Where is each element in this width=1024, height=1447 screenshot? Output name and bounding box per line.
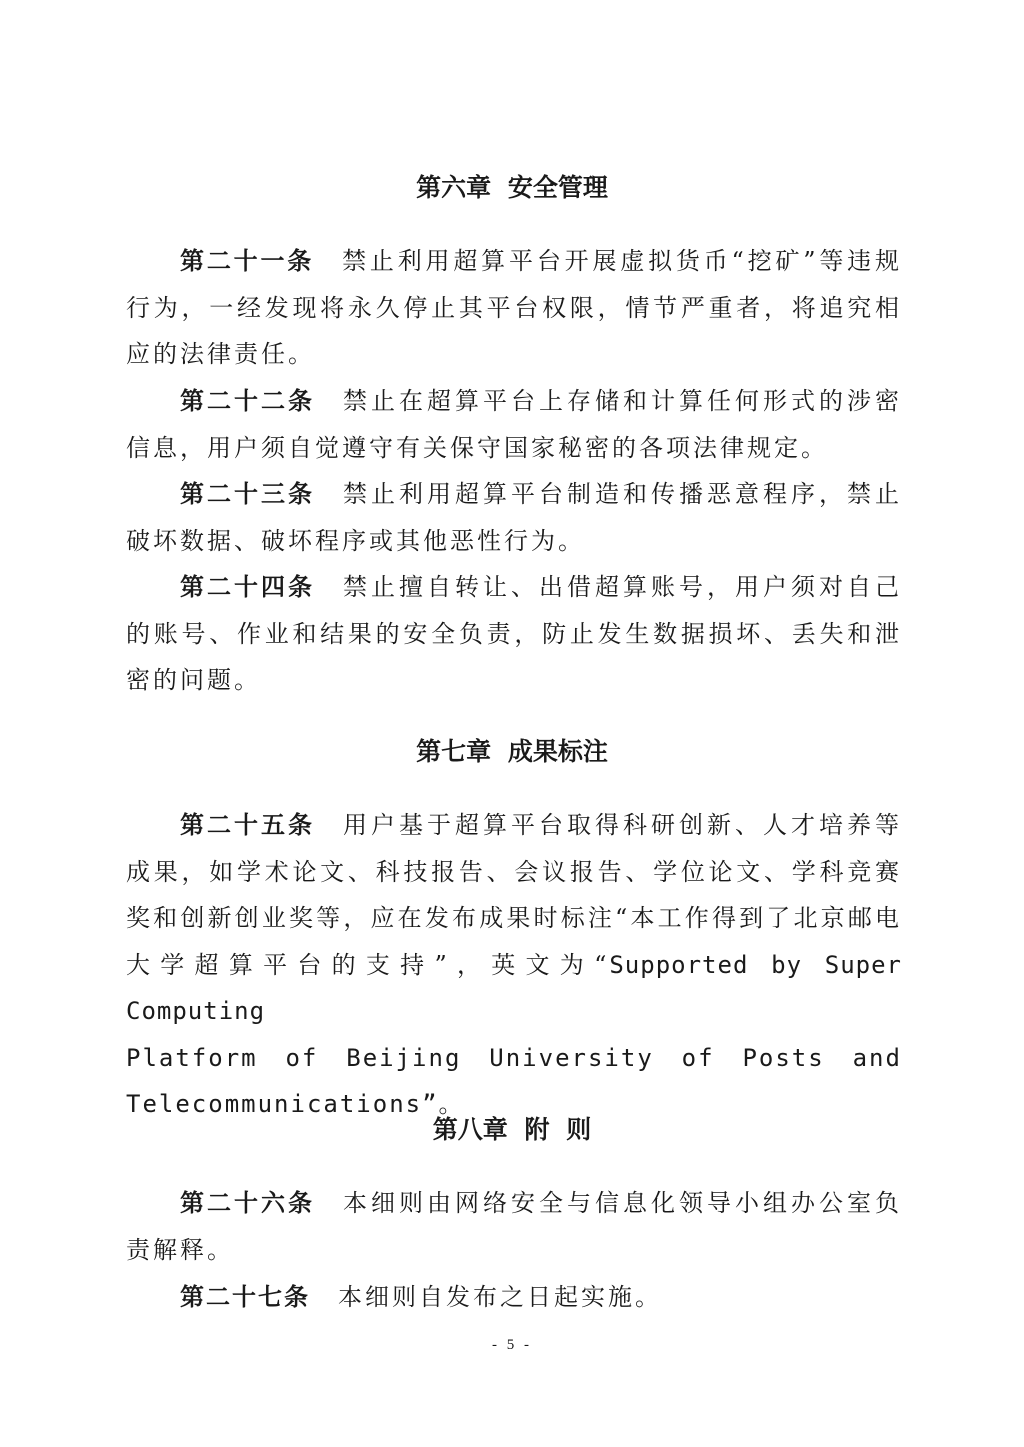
article-27 bbox=[126, 1274, 902, 1321]
english-citation-start: Supported by Super Computing bbox=[126, 950, 902, 1025]
english-citation-line bbox=[126, 1035, 902, 1082]
article-text: 禁止在超算平台上存储和计算任何形式的涉密信息，用户须自觉遵守有关保守国家秘密的各项法律规定。 bbox=[126, 387, 902, 462]
article-text: 禁止利用超算平台制造和传播恶意程序，禁止破坏数据、破坏程序或其他恶性行为。 bbox=[126, 480, 902, 555]
article-number: 第二十七条 bbox=[180, 1283, 310, 1311]
english-citation-end: Telecommunications”。 bbox=[126, 1090, 465, 1118]
article-text: 本细则自发布之日起实施。 bbox=[338, 1283, 662, 1311]
article-number: 第二十六条 bbox=[180, 1189, 315, 1217]
article-text: 本细则由网络安全与信息化领导小组办公室负责解释。 bbox=[126, 1189, 902, 1264]
article-22 bbox=[126, 378, 902, 471]
english-word: University bbox=[489, 1043, 654, 1072]
article-text: 禁止擅自转让、出借超算账号，用户须对自己的账号、作业和结果的安全负责，防止发生数据损坏、丢失和泄密的问题。 bbox=[126, 573, 902, 694]
article-21 bbox=[126, 238, 902, 378]
article-number: 第二十四条 bbox=[180, 573, 315, 601]
article-number: 第二十三条 bbox=[180, 480, 315, 508]
page-number: - 5 - bbox=[492, 1337, 532, 1353]
article-number: 第二十一条 bbox=[180, 247, 315, 275]
english-word: and bbox=[852, 1043, 902, 1072]
article-number: 第二十五条 bbox=[180, 811, 315, 839]
article-26 bbox=[126, 1180, 902, 1273]
article-23 bbox=[126, 471, 902, 564]
chapter-6-heading: 第六章 安全管理 bbox=[416, 173, 608, 202]
article-text: 用户基于超算平台取得科研创新、人才培养等成果，如学术论文、科技报告、会议报告、学位论文、学科竞赛奖和创新创业奖等，应在发布成果时标注“本工作得到了北京邮电大学超算平台的支持”，英文为“ bbox=[126, 811, 902, 979]
english-word: Beijing bbox=[346, 1043, 462, 1072]
english-word: Posts bbox=[742, 1043, 825, 1072]
article-24 bbox=[126, 564, 902, 704]
chapter-7-heading: 第七章 成果标注 bbox=[416, 737, 608, 766]
chapter-8-heading: 第八章 附 则 bbox=[432, 1115, 592, 1144]
english-word: Platform bbox=[126, 1043, 258, 1072]
english-word: of bbox=[681, 1043, 715, 1072]
english-word: of bbox=[285, 1043, 319, 1072]
article-number: 第二十二条 bbox=[180, 387, 315, 415]
article-text: 禁止利用超算平台开展虚拟货币“挖矿”等违规行为，一经发现将永久停止其平台权限，情节严重者，将追究相应的法律责任。 bbox=[126, 247, 902, 368]
article-25 bbox=[126, 802, 902, 1128]
